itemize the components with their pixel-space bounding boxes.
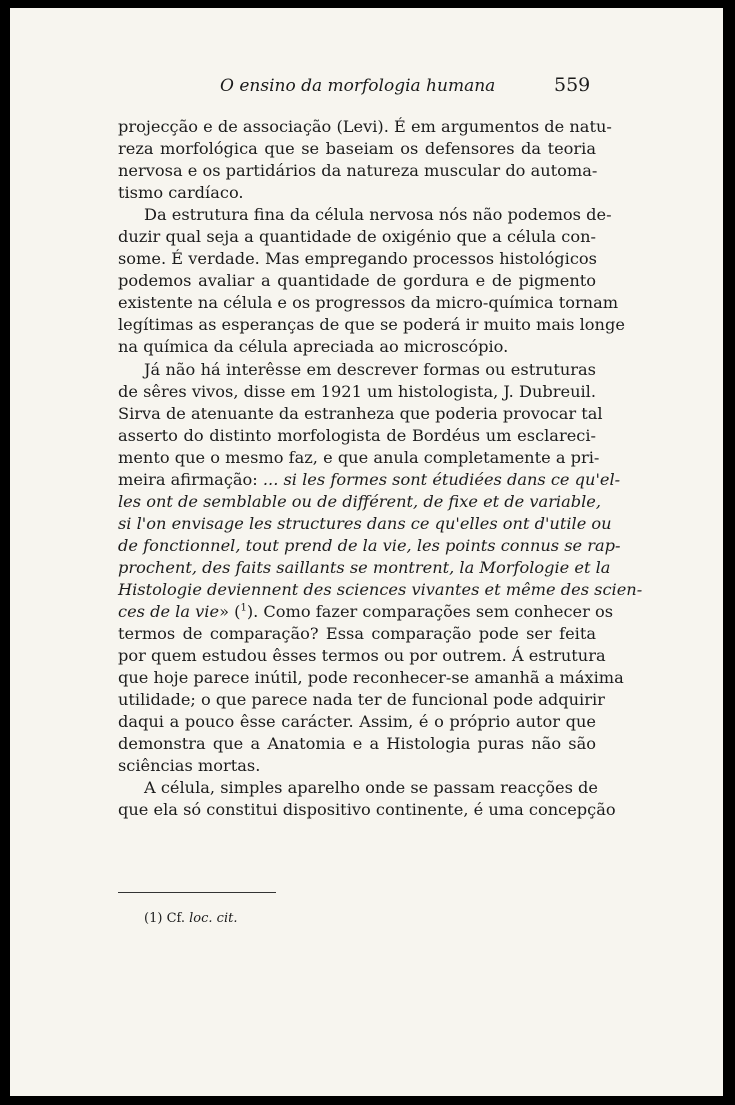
text-line: demonstra que a Anatomia e a Histologia puras não são: [118, 734, 596, 754]
text-line: termos de comparação? Essa comparação pode ser feita: [118, 624, 596, 644]
footnote-ref[interactable]: 1: [240, 602, 247, 614]
text-segment: ). Como fazer comparações sem conhecer os: [246, 602, 614, 622]
text-line: Já não há interêsse em descrever formas ou estruturas: [144, 359, 596, 379]
body-text: [118, 116, 643, 822]
text-line: legítimas as esperanças de que se poderá ir muito mais longe: [118, 315, 625, 335]
text-line: de sêres vivos, disse em 1921 um histologista, J. Dubreuil.: [118, 381, 596, 401]
text-line: reza morfológica que se baseiam os defensores da teoria: [118, 139, 596, 159]
footnote-text: Cf.: [166, 911, 185, 926]
text-line: projecção e de associação (Levi). É em argumentos de natu-: [118, 117, 612, 136]
text-segment: » (: [219, 602, 241, 622]
text-line: de fonctionnel, tout prend de la vie, les points connus se rap-: [118, 535, 621, 555]
text-line: Histologie deviennent des sciences vivantes et même des scien-: [118, 579, 643, 599]
text-line: existente na célula e os progressos da micro-química tornam: [118, 293, 619, 313]
text-line: por quem estudou êsses termos ou por outrem. Á estrutura: [118, 646, 606, 666]
footnote-marker: (1): [144, 911, 163, 926]
running-title: O ensino da morfologia humana: [220, 76, 496, 96]
page-number: 559: [554, 74, 591, 96]
text-line: que ela só constitui dispositivo continente, é uma concepção: [118, 800, 616, 820]
text-line: duzir qual seja a quantidade de oxigénio que a célula con-: [118, 227, 596, 247]
text-line: Sirva de atenuante da estranheza que poderia provocar tal: [118, 403, 603, 423]
text-line: podemos avaliar a quantidade de gordura e de pigmento: [118, 271, 596, 291]
text-line: na química da célula apreciada ao microscópio.: [118, 337, 509, 357]
text-line: les ont de semblable ou de différent, de fixe et de variable,: [118, 491, 602, 511]
text-line-mixed: [118, 601, 614, 623]
text-line: some. É verdade. Mas empregando processos histológicos: [118, 249, 597, 269]
text-line: asserto do distinto morfologista de Bordéus um esclareci-: [118, 425, 596, 445]
footnote-divider: [118, 892, 276, 893]
page-header: [10, 72, 723, 102]
book-page: [10, 8, 723, 1096]
text-line: mento que o mesmo faz, e que anula completamente a pri-: [118, 447, 600, 467]
text-line: que hoje parece inútil, pode reconhecer-se amanhã a máxima: [118, 668, 624, 688]
text-line: Da estrutura fina da célula nervosa nós não podemos de-: [144, 205, 612, 225]
text-line: si l'on envisage les structures dans ce qu'elles ont d'utile ou: [118, 513, 612, 533]
text-line: utilidade; o que parece nada ter de funcional pode adquirir: [118, 690, 605, 710]
text-line: daqui a pouco êsse carácter. Assim, é o próprio autor que: [118, 712, 596, 732]
text-segment-italic: ces de la vie: [118, 602, 220, 622]
footnote-citation: loc. cit.: [189, 911, 238, 926]
text-line-mixed: [118, 469, 621, 491]
text-segment-italic: ... si les formes sont étudiées dans ce qu'el-: [262, 469, 621, 489]
text-segment: meira afirmação:: [118, 469, 258, 489]
text-line: tismo cardíaco.: [118, 183, 244, 203]
text-line: A célula, simples aparelho onde se passam reacções de: [144, 778, 598, 798]
text-line: nervosa e os partidários da natureza muscular do automa-: [118, 161, 598, 181]
text-line: sciências mortas.: [118, 756, 261, 776]
footnote: [144, 911, 237, 926]
text-line: prochent, des faits saillants se montrent, la Morfologie et la: [118, 557, 611, 577]
